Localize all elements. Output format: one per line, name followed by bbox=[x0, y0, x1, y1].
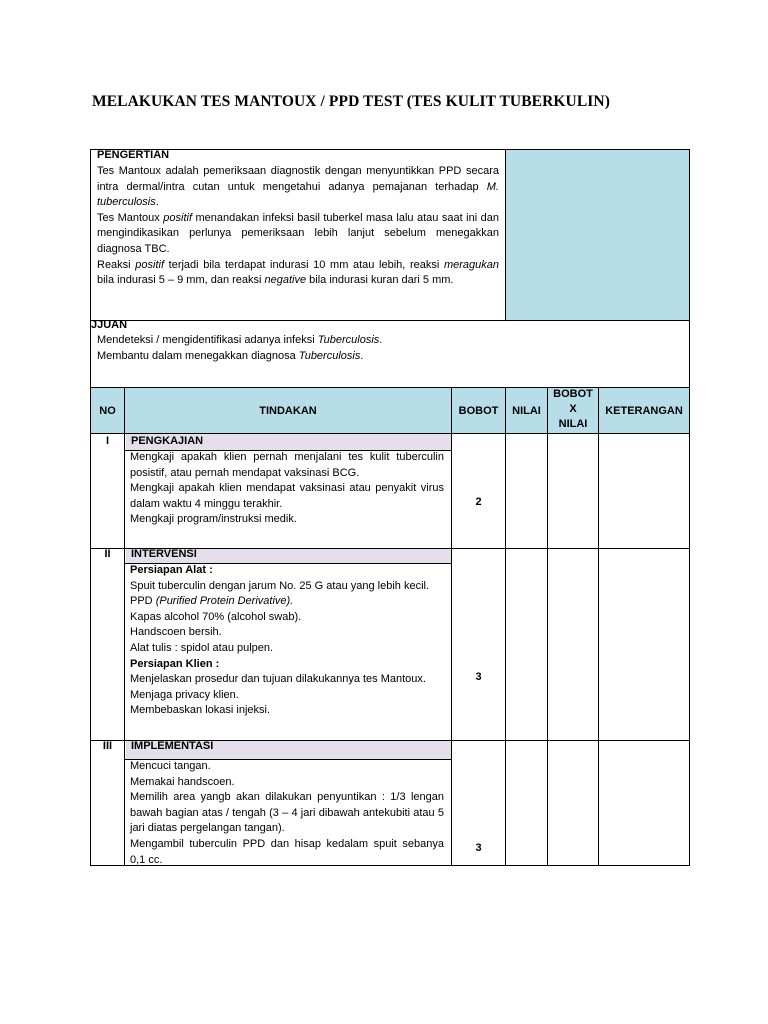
page-title: MELAKUKAN TES MANTOUX / PPD TEST (TES KULIT TUBERKULIN) bbox=[92, 93, 610, 110]
header-tindakan: TINDAKAN bbox=[259, 404, 317, 417]
section-1-bobot: 2 bbox=[475, 496, 482, 508]
tujuan-heading: JJUAN bbox=[91, 319, 128, 331]
header-no: NO bbox=[99, 404, 116, 417]
header-keterangan: KETERANGAN bbox=[605, 404, 683, 417]
section-1-no: I bbox=[105, 435, 110, 447]
tujuan-text: Mendeteksi / mengidentifikasi adanya infeksi Tuberculosis. Membantu dalam menegakkan diagnosa Tuberculosis. bbox=[97, 334, 383, 362]
pengertian-blank-cell bbox=[506, 150, 689, 320]
section-2-items: Persiapan Alat : Spuit tuberculin dengan jarum No. 25 G atau yang lebih kecil. PPD (Purified Protein Derivative). Kapas alcohol 70% (alcohol swab). Handscoen bersih. Alat tulis : spidol atau pulpen. Persiapan Klien : Menjelaskan prosedur dan tujuan dilakukannya tes Mantoux. Menjaga privacy klien. Membebaskan lokasi injeksi. bbox=[130, 564, 430, 717]
section-1-title: PENGKAJIAN bbox=[131, 435, 204, 447]
section-3-items: Mencuci tangan. Memakai handscoen. Memilih area yangb akan dilakukan penyuntikan : 1/3 lengan bawah bagian atas / tengah (3 – 4 jari dibawah antekubiti atau 5 jari diatas pergelangan tangan). Mengambil tuberculin PPD dan hisap kedalam spuit sebanya 0,1 cc. bbox=[130, 760, 444, 866]
section-3-title: IMPLEMENTASI bbox=[131, 740, 214, 752]
section-2-bobot: 3 bbox=[475, 671, 482, 683]
section-3-bobot: 3 bbox=[475, 842, 482, 854]
section-3-no: III bbox=[102, 740, 113, 752]
pengertian-heading: PENGERTIAN bbox=[97, 149, 170, 161]
pengertian-text: Tes Mantoux adalah pemeriksaan diagnostik dengan menyuntikkan PPD secara intra dermal/intra cutan untuk mengetahui adanya pemajanan terhadap M. tuberculosis. Tes Mantoux positif menandakan infeksi basil tuberkel masa lalu atau saat ini dan mengindikasikan perlunya pemeriksaan lebih lanjut sebelum menegakkan diagnosa TBC. Reaksi positif terjadi bila terdapat indurasi 10 mm atau lebih, reaksi meragukan bila indurasi 5 – 9 mm, dan reaksi negative bila indurasi kuran dari 5 mm. bbox=[97, 165, 499, 287]
section-2-no: II bbox=[104, 548, 111, 560]
header-bobot-x-nilai: BOBOT X NILAI bbox=[553, 388, 593, 430]
header-bobot: BOBOT bbox=[458, 404, 499, 417]
header-nilai: NILAI bbox=[512, 404, 541, 417]
section-2-title: INTERVENSI bbox=[131, 548, 197, 560]
section-1-items: Mengkaji apakah klien pernah menjalani tes kulit tuberculin posistif, atau pernah mendapat vaksinasi BCG. Mengkaji apakah klien mendapat vaksinasi atau penyakit virus dalam waktu 4 minggu terakhir. Mengkaji program/instruksi medik. bbox=[130, 451, 444, 526]
